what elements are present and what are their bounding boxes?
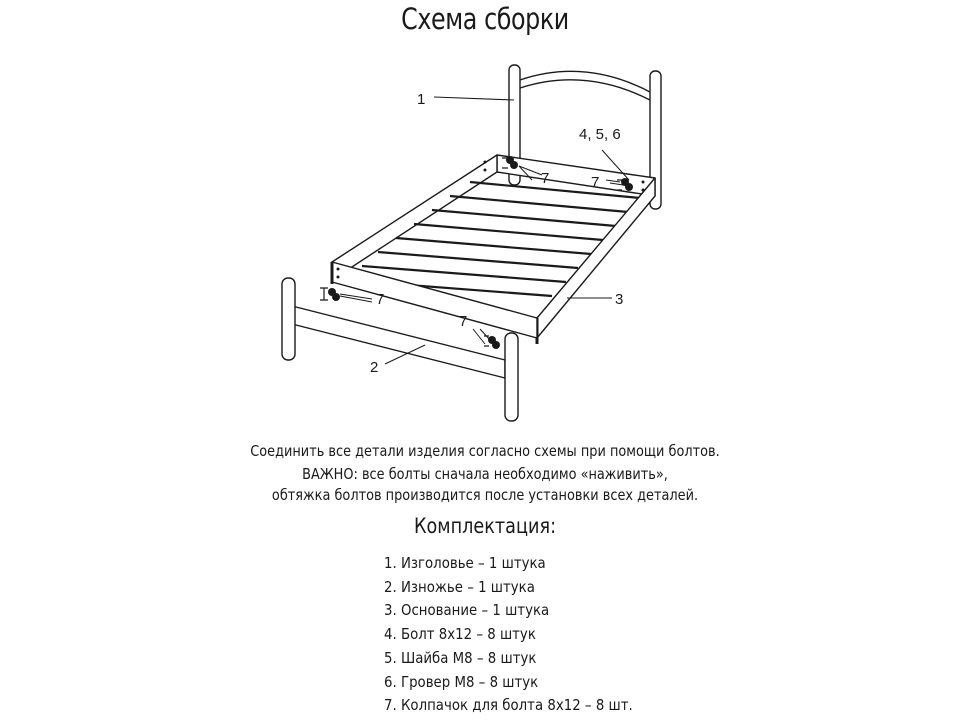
right-rail bbox=[537, 178, 655, 338]
instruction-line-2: ВАЖНО: все болты сначала необходимо «наживить», bbox=[302, 465, 668, 483]
instruction-line-3: обтяжка болтов производится после установки всех деталей. bbox=[271, 486, 699, 504]
kit-item: 2. Изножье – 1 штука bbox=[384, 577, 535, 596]
instruction-line-1: Соединить все детали изделия согласно схемы при помощи болтов. bbox=[250, 442, 720, 460]
kit-title: Комплектация: bbox=[413, 514, 557, 538]
left-rail bbox=[332, 155, 497, 280]
callout-7-back-right: 7 bbox=[591, 174, 600, 191]
callout-3: 3 bbox=[615, 291, 624, 308]
kit-item: 4. Болт 8х12 – 8 штук bbox=[384, 625, 536, 644]
callout-7-back-left: 7 bbox=[541, 170, 550, 187]
callout-7-front-left: 7 bbox=[376, 291, 385, 308]
kit-item: 7. Колпачок для болта 8х12 – 8 шт. bbox=[384, 696, 633, 715]
kit-list bbox=[384, 552, 633, 718]
bed-assembly-diagram bbox=[0, 50, 970, 430]
kit-item: 5. Шайба М8 – 8 штук bbox=[384, 648, 537, 667]
kit-item: 6. Гровер М8 – 8 штук bbox=[384, 672, 539, 691]
kit-item: 3. Основание – 1 штука bbox=[384, 601, 550, 620]
page-title: Схема сборки bbox=[401, 2, 569, 36]
callout-2: 2 bbox=[370, 359, 379, 376]
kit-item: 1. Изголовье – 1 штука bbox=[384, 554, 546, 572]
callout-7-front-right: 7 bbox=[459, 313, 468, 330]
callout-4-5-6: 4, 5, 6 bbox=[579, 126, 621, 143]
callout-1: 1 bbox=[417, 91, 426, 108]
